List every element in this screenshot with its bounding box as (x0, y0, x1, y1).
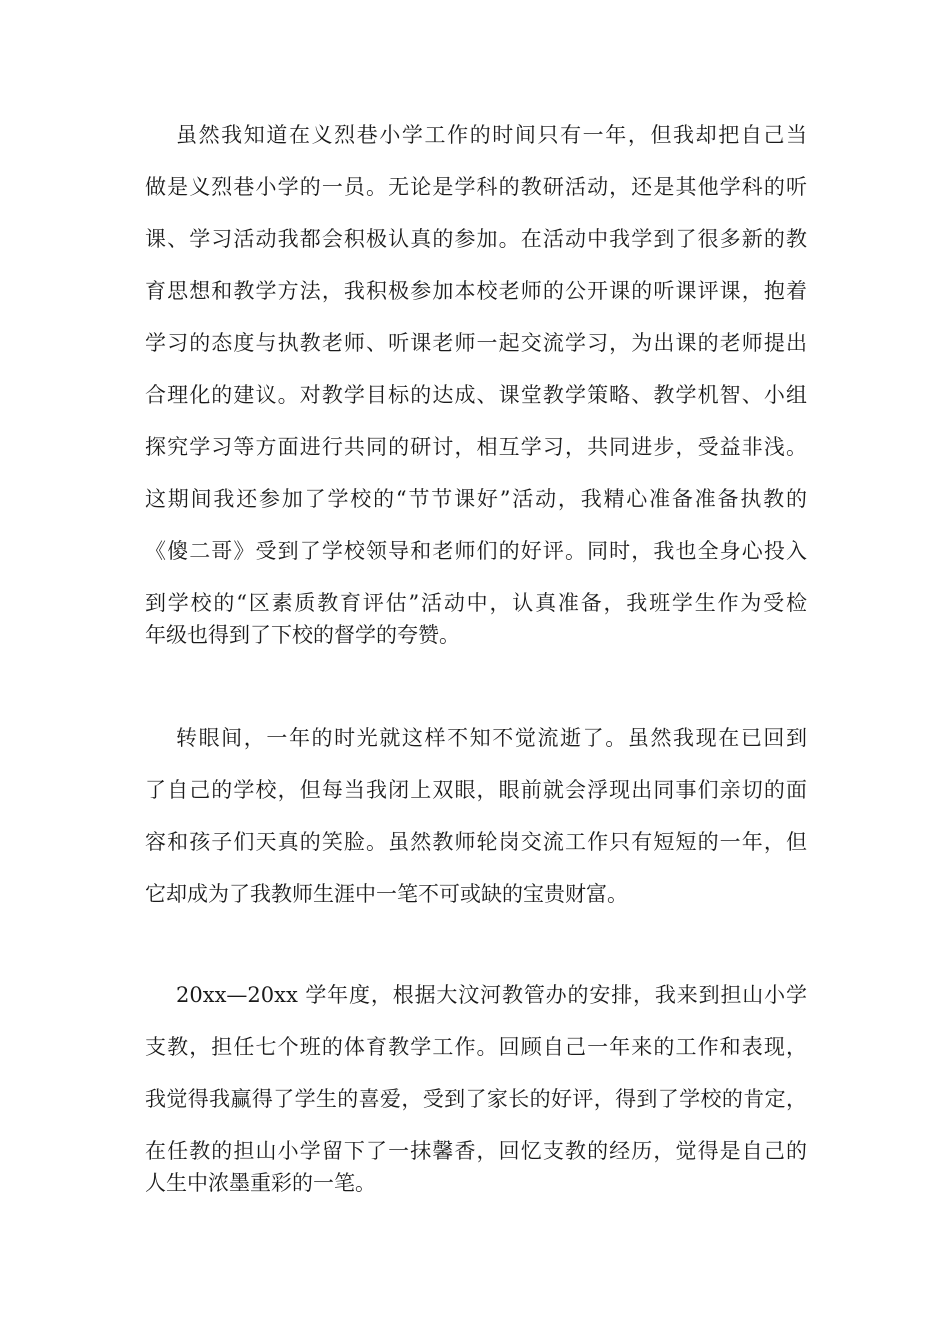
text-line: 育思想和教学方法，我积极参加本校老师的公开课的听课评课，抱着 (145, 279, 807, 303)
text-line: 人生中浓墨重彩的一笔。 (145, 1171, 376, 1195)
text-line: 支教，担任七个班的体育教学工作。回顾自己一年来的工作和表现， (145, 1035, 807, 1059)
text-line: 虽然我知道在义烈巷小学工作的时间只有一年，但我却把自己当 (176, 123, 807, 147)
text-line: 探究学习等方面进行共同的研讨，相互学习，共同进步，受益非浅。 (145, 435, 807, 459)
text-line: 转眼间，一年的时光就这样不知不觉流逝了。虽然我现在已回到 (176, 726, 807, 750)
text-line: 容和孩子们天真的笑脸。虽然教师轮岗交流工作只有短短的一年，但 (145, 830, 807, 854)
text-line: 到学校的“区素质教育评估”活动中，认真准备，我班学生作为受检 (145, 591, 807, 615)
text-line: 学习的态度与执教老师、听课老师一起交流学习，为出课的老师提出 (145, 331, 807, 355)
text-line: 它却成为了我教师生涯中一笔不可或缺的宝贵财富。 (145, 882, 628, 906)
text-line: 年级也得到了下校的督学的夸赞。 (145, 623, 460, 647)
text-line: 了自己的学校，但每当我闭上双眼，眼前就会浮现出同事们亲切的面 (145, 778, 807, 802)
text-line: 课、学习活动我都会积极认真的参加。在活动中我学到了很多新的教 (145, 227, 807, 251)
text-line: 在任教的担山小学留下了一抹馨香，回忆支教的经历，觉得是自己的 (145, 1139, 807, 1163)
text-line: 这期间我还参加了学校的“节节课好”活动，我精心准备准备执教的 (145, 487, 807, 511)
text-line: 20xx—20xx 学年度，根据大汶河教管办的安排，我来到担山小学 (176, 983, 807, 1007)
text-line: 做是义烈巷小学的一员。无论是学科的教研活动，还是其他学科的听 (145, 175, 807, 199)
text-line: 《傻二哥》受到了学校领导和老师们的好评。同时，我也全身心投入 (145, 539, 807, 563)
text-line: 合理化的建议。对教学目标的达成、课堂教学策略、教学机智、小组 (145, 383, 807, 407)
text-line: 我觉得我赢得了学生的喜爱，受到了家长的好评，得到了学校的肯定， (145, 1087, 807, 1111)
